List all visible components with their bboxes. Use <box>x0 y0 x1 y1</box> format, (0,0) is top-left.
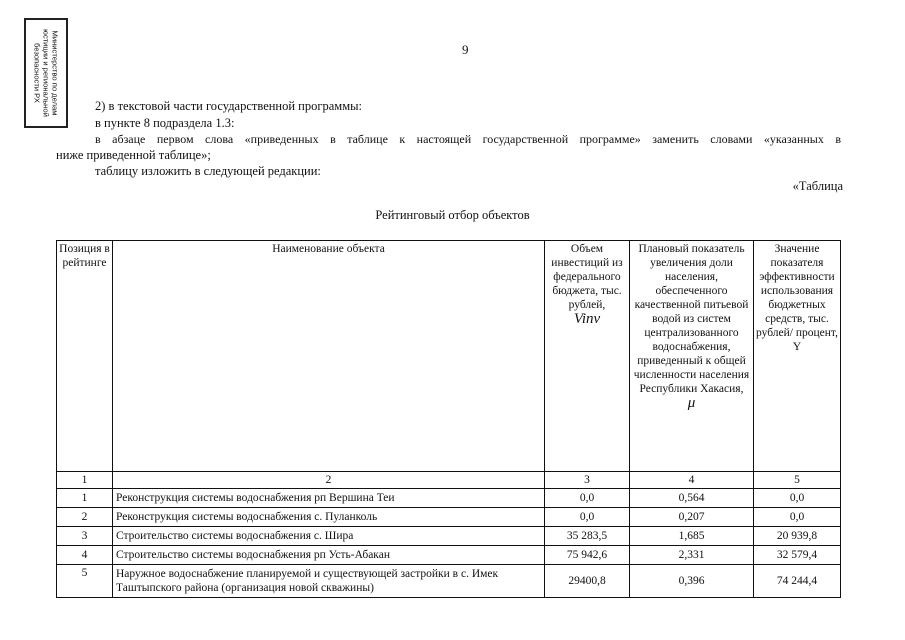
column-number: 3 <box>545 472 630 489</box>
cell-name: Реконструкция системы водоснабжения рп Вершина Теи <box>113 489 545 508</box>
cell-position: 2 <box>57 508 113 527</box>
cell-efficiency: 0,0 <box>754 489 841 508</box>
cell-efficiency: 20 939,8 <box>754 527 841 546</box>
table-row <box>57 546 841 565</box>
column-number: 5 <box>754 472 841 489</box>
table-row <box>57 527 841 546</box>
cell-position: 3 <box>57 527 113 546</box>
cell-indicator: 0,207 <box>630 508 754 527</box>
cell-volume: 29400,8 <box>545 565 630 598</box>
table-row <box>57 508 841 527</box>
cell-name: Строительство системы водоснабжения с. Шира <box>113 527 545 546</box>
cell-name: Наружное водоснабжение планируемой и существующей застройки в с. Имек Таштыпского района (организация новой скважины) <box>113 565 545 598</box>
cell-name: Реконструкция системы водоснабжения с. Пуланколь <box>113 508 545 527</box>
text-line-3: в абзаце первом слова «приведенных в таблице к настоящей государственной программе» заменить словами «указанных в <box>95 132 841 146</box>
text-line-2: в пункте 8 подраздела 1.3: <box>95 116 235 130</box>
cell-position: 5 <box>57 565 113 598</box>
cell-volume: 75 942,6 <box>545 546 630 565</box>
header-volume <box>545 241 630 472</box>
table-title: Рейтинговый отбор объектов <box>375 208 530 222</box>
header-indicator <box>630 241 754 472</box>
text-line-5: таблицу изложить в следующей редакции: <box>95 164 321 178</box>
cell-indicator: 2,331 <box>630 546 754 565</box>
cell-indicator: 0,564 <box>630 489 754 508</box>
cell-volume: 35 283,5 <box>545 527 630 546</box>
cell-efficiency: 32 579,4 <box>754 546 841 565</box>
cell-indicator: 1,685 <box>630 527 754 546</box>
column-number: 1 <box>57 472 113 489</box>
header-efficiency: Значение показателя эффективности использования бюджетных средств, тыс. рублей/ процент, Y <box>754 241 841 472</box>
text-line-1: 2) в текстовой части государственной программы: <box>95 99 362 113</box>
table-row <box>57 565 841 598</box>
text-line-4: ниже приведенной таблице»; <box>56 148 211 162</box>
cell-volume: 0,0 <box>545 489 630 508</box>
stamp-text: Министерство по делам юстиции и региональной безопасности РХ <box>32 29 60 117</box>
header-name: Наименование объекта <box>113 241 545 472</box>
table-label: «Таблица <box>792 179 843 193</box>
cell-position: 1 <box>57 489 113 508</box>
column-number: 2 <box>113 472 545 489</box>
header-position: Позиция в рейтинге <box>57 241 113 472</box>
cell-efficiency: 74 244,4 <box>754 565 841 598</box>
page-number: 9 <box>462 42 469 57</box>
cell-position: 4 <box>57 546 113 565</box>
column-number-row <box>57 472 841 489</box>
header-volume-text: Объем инвестиций из федерального бюджета, тыс. рублей, <box>551 243 623 311</box>
header-indicator-text: Плановый показатель увеличения доли населения, обеспеченного качественной питьевой водой из систем централизованного водоснабжения, приведенный к общей численности населения Республики Хакасия, <box>633 243 750 395</box>
header-row <box>57 241 841 472</box>
header-indicator-symbol: μ <box>687 395 696 411</box>
table-row <box>57 489 841 508</box>
ministry-stamp <box>24 18 68 128</box>
cell-indicator: 0,396 <box>630 565 754 598</box>
cell-efficiency: 0,0 <box>754 508 841 527</box>
cell-name: Строительство системы водоснабжения рп Усть-Абакан <box>113 546 545 565</box>
column-number: 4 <box>630 472 754 489</box>
header-volume-symbol: Vinv <box>573 311 601 327</box>
cell-volume: 0,0 <box>545 508 630 527</box>
rating-table <box>56 240 841 598</box>
